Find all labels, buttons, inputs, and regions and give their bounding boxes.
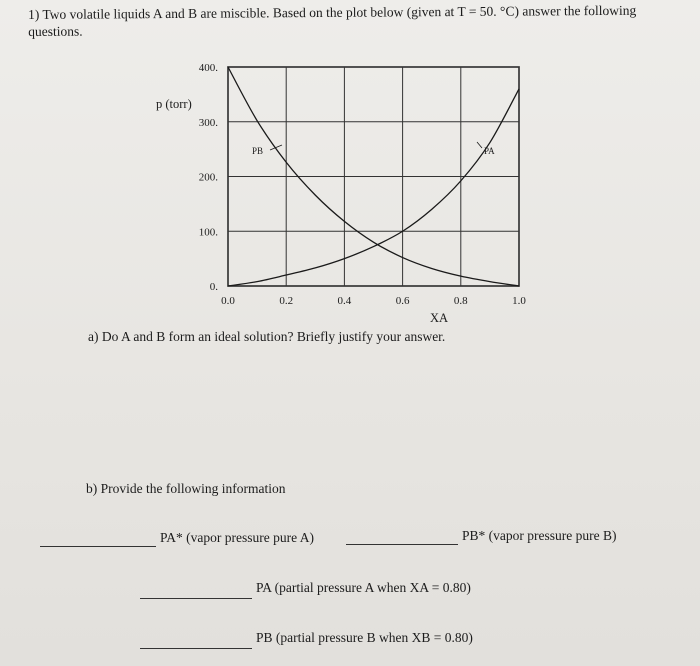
y-tick-label: 400. <box>198 62 218 74</box>
blank-pa-star[interactable] <box>40 546 156 547</box>
x-tick-label: 0.2 <box>279 295 294 307</box>
series-line-pa <box>228 89 519 286</box>
label-pa-partial: PA (partial pressure A when XA = 0.80) <box>256 580 471 595</box>
x-tick-label: 0.8 <box>453 295 468 307</box>
part-a-question: a) Do A and B form an ideal solution? Briefly justify your answer. <box>88 329 446 344</box>
x-tick-label: 1.0 <box>512 295 526 307</box>
pa-label-leader <box>477 142 482 148</box>
y-tick-label: 0. <box>209 281 218 293</box>
blank-pb-star[interactable] <box>346 544 458 545</box>
y-axis-label: p (torr) <box>156 97 192 111</box>
label-pb-partial: PB (partial pressure B when XB = 0.80) <box>256 630 473 645</box>
label-pb-star: PB* (vapor pressure pure B) <box>462 528 617 543</box>
part-b-question: b) Provide the following information <box>86 481 286 496</box>
question-intro: 1) Two volatile liquids A and B are miscible. Based on the plot below (given at T = 50. °C) answer the following questions. <box>28 2 637 39</box>
blank-pb-partial[interactable] <box>140 648 252 649</box>
x-axis-label: XA <box>430 311 449 325</box>
blank-pa-partial[interactable] <box>140 598 252 599</box>
y-tick-label: 200. <box>198 171 218 184</box>
x-tick-label: 0.6 <box>395 295 410 307</box>
y-tick-label: 300. <box>198 116 218 129</box>
x-tick-label: 0.4 <box>337 295 352 307</box>
x-tick-label: 0.0 <box>221 295 235 307</box>
y-tick-label: 100. <box>198 226 218 239</box>
series-label-pa: PA <box>484 146 495 156</box>
series-label-pb: PB <box>252 146 264 156</box>
label-pa-star: PA* (vapor pressure pure A) <box>160 530 314 545</box>
